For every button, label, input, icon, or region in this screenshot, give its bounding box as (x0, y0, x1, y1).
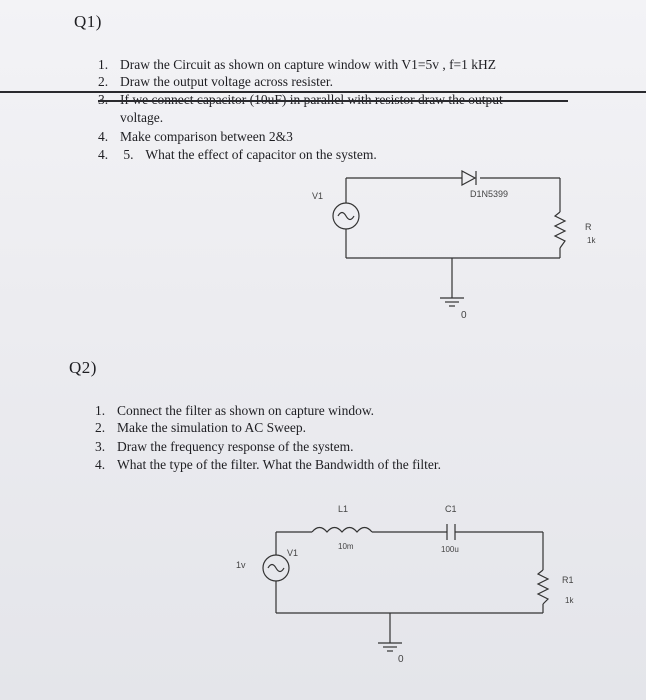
q2-resistor-value: 1k (565, 596, 574, 605)
q2-item-2-text: Make the simulation to AC Sweep. (117, 420, 306, 435)
q1-heading: Q1) (74, 12, 102, 31)
q1-ground-label: 0 (461, 310, 467, 321)
q1-diode-label: D1N5399 (470, 189, 509, 199)
q2-item-2-number: 2. (95, 420, 106, 435)
q1-item-3b-text: voltage. (120, 110, 164, 125)
q2-item-3-text: Draw the frequency response of the system. (117, 439, 354, 454)
q2-source-name: V1 (287, 548, 299, 558)
q2-capacitor-name: C1 (445, 504, 457, 514)
q1-item-4-text: Make comparison between 2&3 (120, 129, 293, 144)
q2-inductor-icon (312, 528, 372, 533)
q1-item-4-number: 4. (98, 129, 109, 144)
q2-item-4-number: 4. (95, 457, 106, 472)
q2-item-3-number: 3. (95, 439, 106, 454)
q2-capacitor-value: 100u (441, 545, 459, 554)
q2-item-4-text: What the type of the filter. What the Bandwidth of the filter. (117, 457, 442, 472)
q1-item-1-number: 1. (98, 57, 109, 72)
q1-item-5-number-visible: 5. (123, 147, 134, 162)
q2-source-value: 1v (236, 560, 246, 570)
q2-item-1-text: Connect the filter as shown on capture window. (117, 403, 375, 418)
q1-resistor-name: R (585, 222, 592, 232)
q1-item-5-number: 4. (98, 147, 109, 162)
q1-item-5-text: What the effect of capacitor on the system. (145, 147, 377, 162)
q1-resistor-value: 1k (587, 236, 596, 245)
q2-item-1-number: 1. (95, 403, 106, 418)
q1-item-2-text: Draw the output voltage across resister. (120, 74, 333, 89)
q1-item-1-text: Draw the Circuit as shown on capture window with V1=5v , f=1 kHZ (120, 57, 497, 72)
q2-resistor-name: R1 (562, 575, 574, 585)
q2-heading: Q2) (69, 358, 97, 377)
q2-resistor-icon (538, 570, 548, 604)
q2-ac-sine-icon (268, 565, 284, 572)
q1-item-2-number: 2. (98, 74, 109, 89)
q2-ground-label: 0 (398, 654, 404, 665)
q2-inductor-name: L1 (338, 504, 349, 514)
q1-source-label: V1 (312, 191, 324, 201)
q2-inductor-value: 10m (338, 542, 354, 551)
